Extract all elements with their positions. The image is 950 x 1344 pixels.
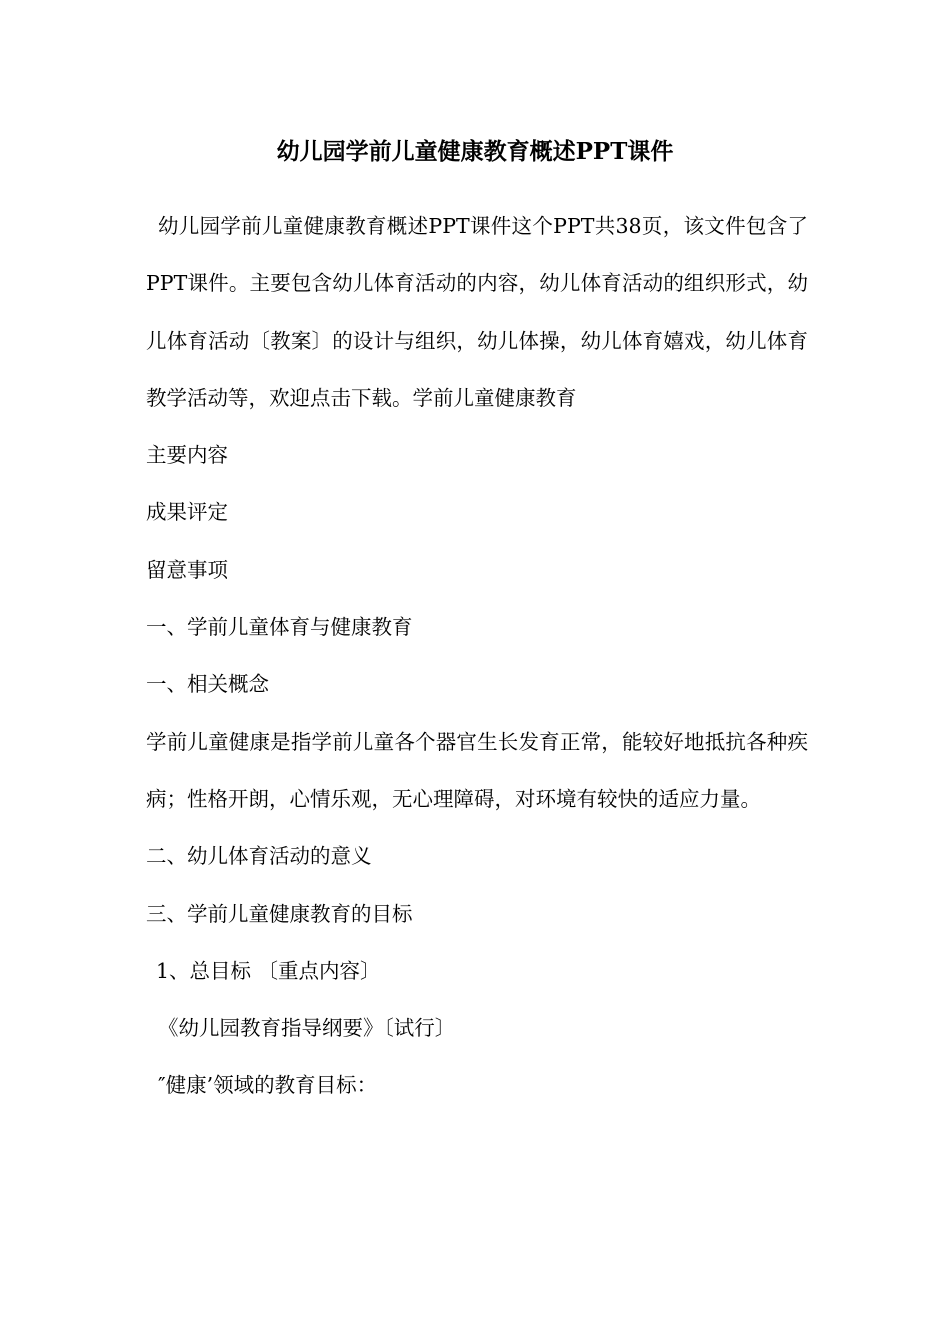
- section-heading-2: 二、幼儿体育活动的意义: [146, 844, 372, 869]
- section-heading-1: 一、学前儿童体育与健康教育: [146, 615, 413, 640]
- result-evaluation-heading: 成果评定: [146, 500, 228, 525]
- document-title: 幼儿园学前儿童健康教育概述PPT课件: [276, 138, 674, 165]
- health-domain-goals-heading: ″健康’领域的教育目标：: [158, 1073, 378, 1098]
- intro-paragraph: 幼儿园学前儿童健康教育概述PPT课件这个PPT共38页，该文件包含了PPT课件。主要包含幼儿体育活动的内容，幼儿体育活动的组织形式，幼儿体育活动〔教案〕的设计与组织，幼儿体操，幼儿体育嬉戏，幼儿体育教学活动等，欢迎点击下载。学前儿童健康教育: [146, 214, 808, 410]
- health-definition-paragraph: 学前儿童健康是指学前儿童各个器官生长发育正常，能较好地抵抗各种疾病；性格开朗，心情乐观，无心理障碍，对环境有较快的适应力量。: [146, 729, 808, 811]
- notes-heading: 留意事项: [146, 557, 228, 582]
- section-heading-3: 三、学前儿童健康教育的目标: [146, 901, 413, 926]
- general-goal-heading: 1、总目标 〔重点内容〕: [156, 958, 381, 983]
- main-content-heading: 主要内容: [146, 443, 228, 468]
- subsection-heading-concepts: 一、相关概念: [146, 672, 269, 697]
- document-body: [146, 198, 808, 1115]
- guideline-title: 《幼儿园教育指导纲要》〔试行〕: [158, 1016, 456, 1041]
